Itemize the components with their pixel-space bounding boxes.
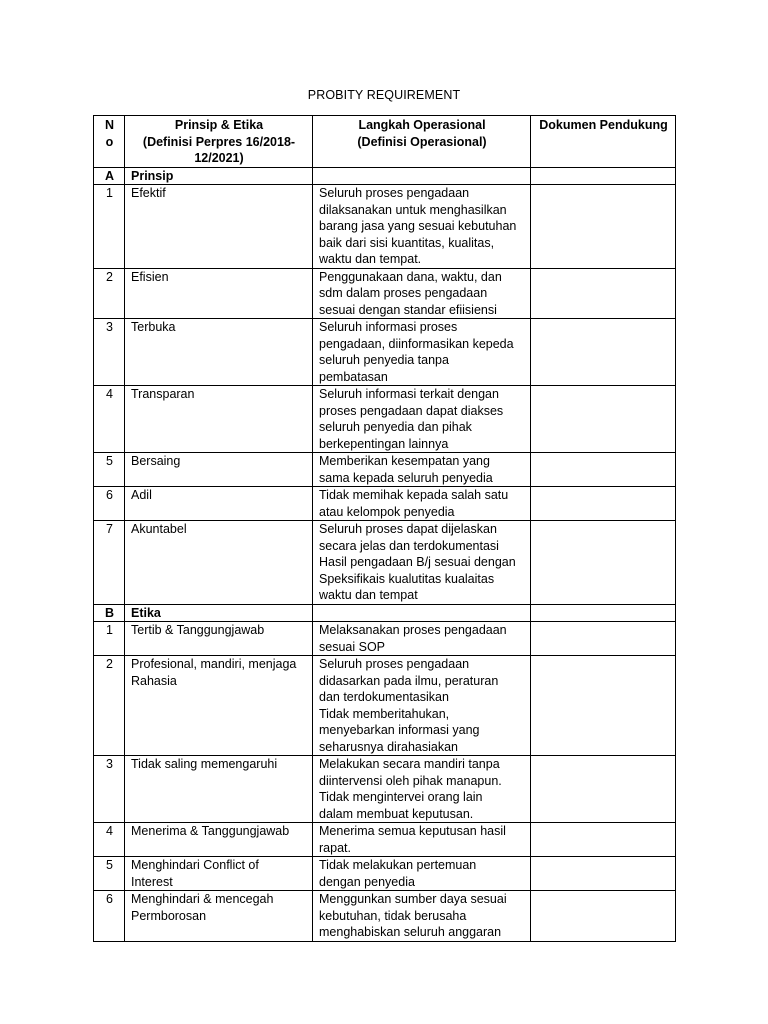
- page-title: PROBITY REQUIREMENT: [307, 88, 461, 102]
- header-prinsip-etika: [125, 116, 313, 168]
- operational-step-cell: Menerima semua keputusan hasil rapat.: [313, 823, 531, 857]
- operational-step-cell: Seluruh proses dapat dijelaskan secara jelas dan terdokumentasi Hasil pengadaan B/j sesuai dengan Speksifikais kualutitas kualaitas waktu dan tempat: [313, 521, 531, 605]
- principle-cell: Transparan: [125, 386, 313, 453]
- table-row: [94, 891, 676, 942]
- operational-step-cell: Tidak memihak kepada salah satu atau kelompok penyedia: [313, 487, 531, 521]
- header-no: [94, 116, 125, 168]
- header-dokumen-pendukung: [531, 116, 676, 168]
- section-letter: A: [94, 167, 125, 185]
- table-row: [94, 521, 676, 605]
- table-row: [94, 319, 676, 386]
- row-number: 1: [94, 622, 125, 656]
- principle-cell: Menerima & Tanggungjawab: [125, 823, 313, 857]
- operational-step-cell: Menggunkan sumber daya sesuai kebutuhan, tidak berusaha menghabiskan seluruh anggaran: [313, 891, 531, 942]
- row-number: 7: [94, 521, 125, 605]
- section-empty-cell: [531, 167, 676, 185]
- table-row: [94, 756, 676, 823]
- table-row: [94, 823, 676, 857]
- principle-cell: Efektif: [125, 185, 313, 269]
- row-number: 3: [94, 319, 125, 386]
- supporting-document-cell: [531, 268, 676, 319]
- supporting-document-cell: [531, 487, 676, 521]
- operational-step-cell: Tidak melakukan pertemuan dengan penyedia: [313, 857, 531, 891]
- table-row: [94, 656, 676, 756]
- supporting-document-cell: [531, 891, 676, 942]
- supporting-document-cell: [531, 386, 676, 453]
- row-number: 2: [94, 268, 125, 319]
- header-prinsip-line2: (Definisi Perpres 16/2018-: [142, 134, 296, 149]
- table-row: [94, 857, 676, 891]
- operational-step-cell: Melaksanakan proses pengadaan sesuai SOP: [313, 622, 531, 656]
- section-letter: B: [94, 604, 125, 622]
- header-prinsip-line1: Prinsip & Etika: [174, 118, 264, 132]
- supporting-document-cell: [531, 185, 676, 269]
- section-empty-cell: [313, 167, 531, 185]
- row-number: 2: [94, 656, 125, 756]
- operational-step-cell: Seluruh informasi proses pengadaan, diinformasikan kepeda seluruh penyedia tanpa pembatasan: [313, 319, 531, 386]
- row-number: 4: [94, 823, 125, 857]
- supporting-document-cell: [531, 656, 676, 756]
- operational-step-cell: Seluruh informasi terkait dengan proses pengadaan dapat diakses seluruh penyedia dan pihak berkepentingan lainnya: [313, 386, 531, 453]
- section-row: [94, 604, 676, 622]
- header-prinsip-line3: 12/2021): [194, 151, 244, 165]
- table-header-row: [94, 116, 676, 168]
- principle-cell: Bersaing: [125, 453, 313, 487]
- probity-table: [93, 115, 676, 942]
- supporting-document-cell: [531, 521, 676, 605]
- table-row: [94, 268, 676, 319]
- supporting-document-cell: [531, 823, 676, 857]
- row-number: 1: [94, 185, 125, 269]
- principle-cell: Akuntabel: [125, 521, 313, 605]
- principle-cell: Tidak saling memengaruhi: [125, 756, 313, 823]
- header-no-line2: o: [105, 134, 114, 149]
- table-body: [94, 167, 676, 941]
- header-langkah-operasional: [313, 116, 531, 168]
- section-row: [94, 167, 676, 185]
- supporting-document-cell: [531, 453, 676, 487]
- principle-cell: Terbuka: [125, 319, 313, 386]
- principle-cell: Menghindari Conflict of Interest: [125, 857, 313, 891]
- row-number: 5: [94, 857, 125, 891]
- principle-cell: Tertib & Tanggungjawab: [125, 622, 313, 656]
- row-number: 6: [94, 487, 125, 521]
- principle-cell: Efisien: [125, 268, 313, 319]
- operational-step-cell: Seluruh proses pengadaan dilaksanakan untuk menghasilkan barang jasa yang sesuai kebutuhan baik dari sisi kuantitas, kualitas, waktu dan tempat.: [313, 185, 531, 269]
- section-empty-cell: [531, 604, 676, 622]
- principle-cell: Adil: [125, 487, 313, 521]
- table-row: [94, 453, 676, 487]
- row-number: 5: [94, 453, 125, 487]
- header-dokumen-label: Dokumen Pendukung: [539, 118, 668, 132]
- section-name: Etika: [125, 604, 313, 622]
- row-number: 3: [94, 756, 125, 823]
- header-langkah-line1: Langkah Operasional: [358, 118, 486, 132]
- supporting-document-cell: [531, 319, 676, 386]
- table-row: [94, 622, 676, 656]
- operational-step-cell: Seluruh proses pengadaan didasarkan pada ilmu, peraturan dan terdokumentasikan Tidak memberitahukan, menyebarkan informasi yang seharusnya dirahasiakan: [313, 656, 531, 756]
- row-number: 6: [94, 891, 125, 942]
- principle-cell: Profesional, mandiri, menjaga Rahasia: [125, 656, 313, 756]
- table-row: [94, 487, 676, 521]
- operational-step-cell: Memberikan kesempatan yang sama kepada seluruh penyedia: [313, 453, 531, 487]
- section-empty-cell: [313, 604, 531, 622]
- table-row: [94, 185, 676, 269]
- header-no-line1: N: [104, 118, 115, 132]
- supporting-document-cell: [531, 756, 676, 823]
- section-name: Prinsip: [125, 167, 313, 185]
- operational-step-cell: Melakukan secara mandiri tanpa diintervensi oleh pihak manapun. Tidak mengintervei orang lain dalam membuat keputusan.: [313, 756, 531, 823]
- supporting-document-cell: [531, 857, 676, 891]
- table-row: [94, 386, 676, 453]
- operational-step-cell: Penggunakaan dana, waktu, dan sdm dalam proses pengadaan sesuai dengan standar efiisiensi: [313, 268, 531, 319]
- principle-cell: Menghindari & mencegah Permborosan: [125, 891, 313, 942]
- row-number: 4: [94, 386, 125, 453]
- header-langkah-line2: (Definisi Operasional): [357, 134, 487, 149]
- supporting-document-cell: [531, 622, 676, 656]
